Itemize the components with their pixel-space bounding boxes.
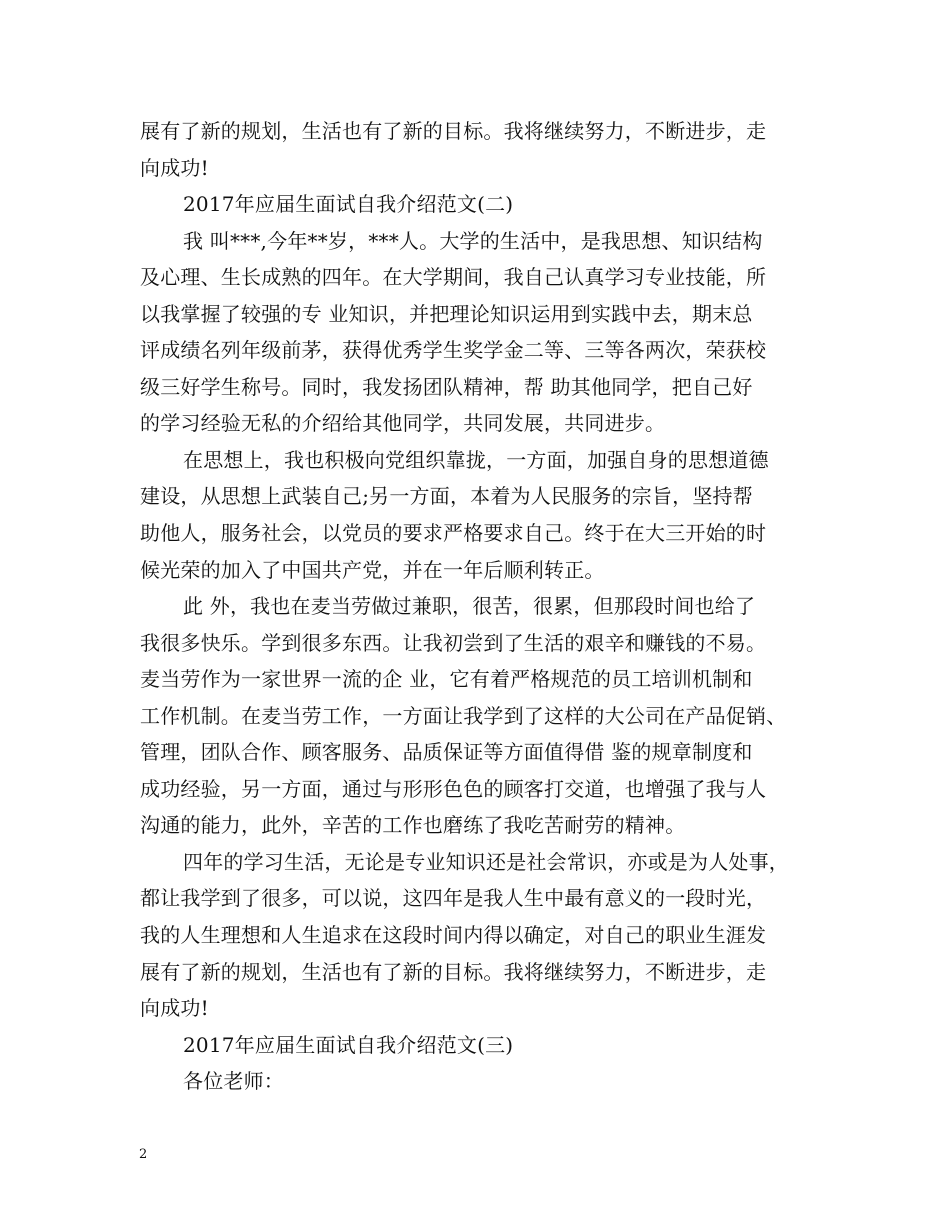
page-number: 2 xyxy=(139,1147,148,1162)
text-line: 助他人，服务社会，以党员的要求严格要求自己。终于在大三开始的时 xyxy=(140,521,767,546)
text-line: 级三好学生称号。同时，我发扬团队精神，帮 助其他同学，把自己好 xyxy=(140,374,753,399)
text-line: 我 叫***,今年**岁，***人。大学的生活中，是我思想、知识结构 xyxy=(183,228,763,253)
text-line: 建设，从思想上武装自己;另一方面，本着为人民服务的宗旨，坚持帮 xyxy=(140,484,753,509)
body-text xyxy=(140,113,820,1100)
text-line: 管理，团队合作、顾客服务、品质保证等方面值得借 鉴的规章制度和 xyxy=(140,740,753,765)
text-line: 2017年应届生面试自我介绍范文(二) xyxy=(183,192,514,217)
text-line: 沟通的能力，此外，辛苦的工作也磨练了我吃苦耐劳的精神。 xyxy=(140,813,686,838)
text-line: 的学习经验无私的介绍给其他同学，共同发展，共同进步。 xyxy=(140,411,666,436)
text-line: 在思想上，我也积极向党组织靠拢，一方面，加强自身的思想道德 xyxy=(183,447,769,472)
text-line: 都让我学到了很多，可以说，这四年是我人生中最有意义的一段时光， xyxy=(140,886,767,911)
text-line: 及心理、生长成熟的四年。在大学期间，我自己认真学习专业技能，所 xyxy=(140,265,767,290)
text-line: 展有了新的规划，生活也有了新的目标。我将继续努力，不断进步，走 xyxy=(140,959,767,984)
text-line: 2017年应届生面试自我介绍范文(三) xyxy=(183,1032,514,1057)
text-line: 工作机制。在麦当劳工作，一方面让我学到了这样的大公司在产品促销、 xyxy=(140,703,787,728)
text-line: 此 外，我也在麦当劳做过兼职，很苦，很累，但那段时间也给了 xyxy=(183,594,756,619)
text-line: 以我掌握了较强的专 业知识，并把理论知识运用到实践中去，期末总 xyxy=(140,301,753,326)
text-line: 四年的学习生活，无论是专业知识还是社会常识，亦或是为人处事， xyxy=(183,849,789,874)
text-line: 候光荣的加入了中国共产党，并在一年后顺利转正。 xyxy=(140,557,605,582)
text-line: 向成功! xyxy=(140,155,209,180)
text-line: 我的人生理想和人生追求在这段时间内得以确定，对自己的职业生涯发 xyxy=(140,923,767,948)
text-line: 展有了新的规划，生活也有了新的目标。我将继续努力，不断进步，走 xyxy=(140,119,767,143)
text-line: 麦当劳作为一家世界一流的企 业，它有着严格规范的员工培训机制和 xyxy=(140,667,753,692)
text-line: 我很多快乐。学到很多东西。让我初尝到了生活的艰辛和赚钱的不易。 xyxy=(140,630,767,655)
text-line: 向成功! xyxy=(140,996,209,1021)
text-line: 各位老师： xyxy=(183,1069,284,1094)
text-line: 评成绩名列年级前茅，获得优秀学生奖学金二等、三等各两次，荣获校 xyxy=(140,338,767,363)
text-line: 成功经验，另一方面，通过与形形色色的顾客打交道，也增强了我与人 xyxy=(140,776,767,801)
